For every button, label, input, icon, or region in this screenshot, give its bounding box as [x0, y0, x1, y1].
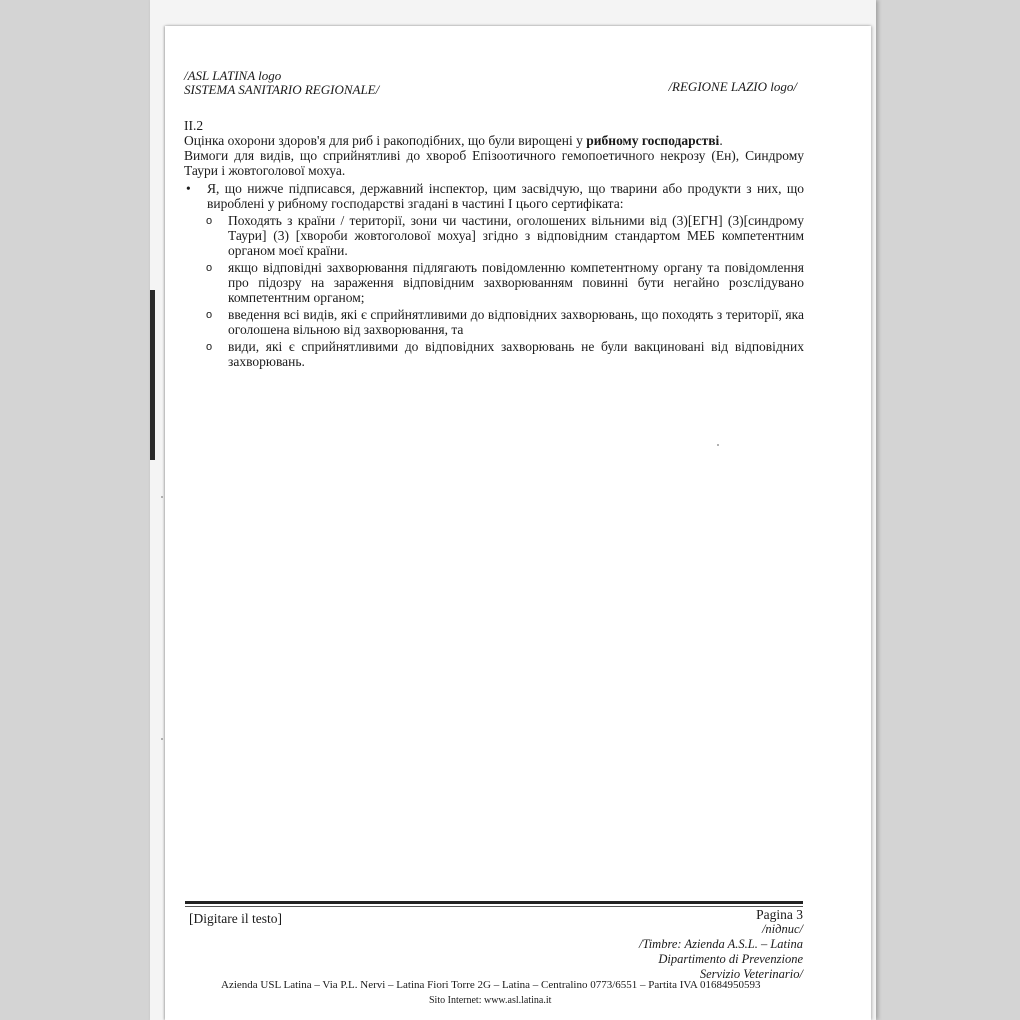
- scan-speck: [161, 496, 163, 498]
- scan-speck: [717, 444, 719, 446]
- stamp-line: Servizio Veterinario/: [699, 967, 803, 981]
- bullet-marker: •: [186, 181, 191, 196]
- list-marker: o: [206, 341, 213, 353]
- section-number: II.2: [184, 118, 204, 133]
- section-title-bold: рибному господарстві: [586, 133, 720, 148]
- header-left: [184, 69, 379, 97]
- footer-divider: [185, 901, 803, 904]
- asl-logo-placeholder: /ASL LATINA logo: [184, 68, 282, 83]
- document-page: [165, 26, 871, 1020]
- list-marker: o: [206, 309, 213, 321]
- regione-lazio-logo-placeholder: /REGIONE LAZIO logo/: [668, 79, 797, 94]
- requirements-paragraph: Вимоги для видів, що сприйнятливі до хвороб Епізоотичного гемопоетичного некрозу (Ен), Синдрому Таури і жовтоголової мохуа.: [184, 148, 804, 178]
- certification-text: Я, що нижче підписався, державний інспектор, цим засвідчую, що тварини або продукти з них, що вироблені у рибному господарстві згадані в частині I цього сертифіката:: [207, 181, 804, 211]
- list-item: [184, 260, 804, 305]
- regional-system-text: SISTEMA SANITARIO REGIONALE/: [184, 82, 380, 97]
- list-item: [184, 339, 804, 369]
- list-item-text: якщо відповідні захворювання підлягають повідомленню компетентному органу та повідомлення про підозру на зараження відповідним захворюванням повинні бути негайно розслідувано компетентним органом;: [228, 260, 804, 305]
- list-item-text: введення всі видів, які є сприйнятливими до відповідних захворювань, що походять з території, яка оголошена вільною від захворювання, та: [228, 307, 804, 337]
- scan-shadow: [150, 290, 155, 460]
- footer-website: Sito Internet: www.asl.latina.it: [429, 995, 552, 1006]
- footer-placeholder-text: [Digitare il testo]: [189, 911, 282, 926]
- list-item-text: види, які є сприйнятливими до відповідних захворювань не були вакциновані від відповідних захворювань.: [228, 339, 804, 369]
- document-body: [184, 118, 804, 369]
- list-item: [184, 307, 804, 337]
- page-number: Pagina 3: [756, 907, 803, 922]
- stamp-line: /Timbre: Azienda A.S.L. – Latina: [638, 937, 803, 951]
- list-marker: o: [206, 215, 213, 227]
- scan-speck: [161, 738, 163, 740]
- footer-address: Azienda USL Latina – Via P.L. Nervi – Latina Fiori Torre 2G – Latina – Centralino 0773/6551 – Partita IVA 01684950593: [221, 979, 761, 991]
- footer-stamp-block: [639, 907, 803, 982]
- condition-list: [184, 213, 804, 369]
- list-item: [184, 213, 804, 258]
- list-item-text: Походять з країни / території, зони чи частини, оголошених вільними від (3)[ЕГН] (3)[синдрому Таури] (3) [хвороби жовтоголової мохуа] згідно з відповідним стандартом МЕБ компетентним органом моєї країни.: [228, 213, 804, 258]
- list-marker: o: [206, 262, 213, 274]
- section-title: Оцінка охорони здоров'я для риб і ракоподібних, що були вирощені у рибному господарстві.: [184, 133, 723, 148]
- certification-bullet: [184, 181, 804, 211]
- stamp-line: Dipartimento di Prevenzione: [658, 952, 803, 966]
- signature-note: /підпис/: [761, 922, 803, 936]
